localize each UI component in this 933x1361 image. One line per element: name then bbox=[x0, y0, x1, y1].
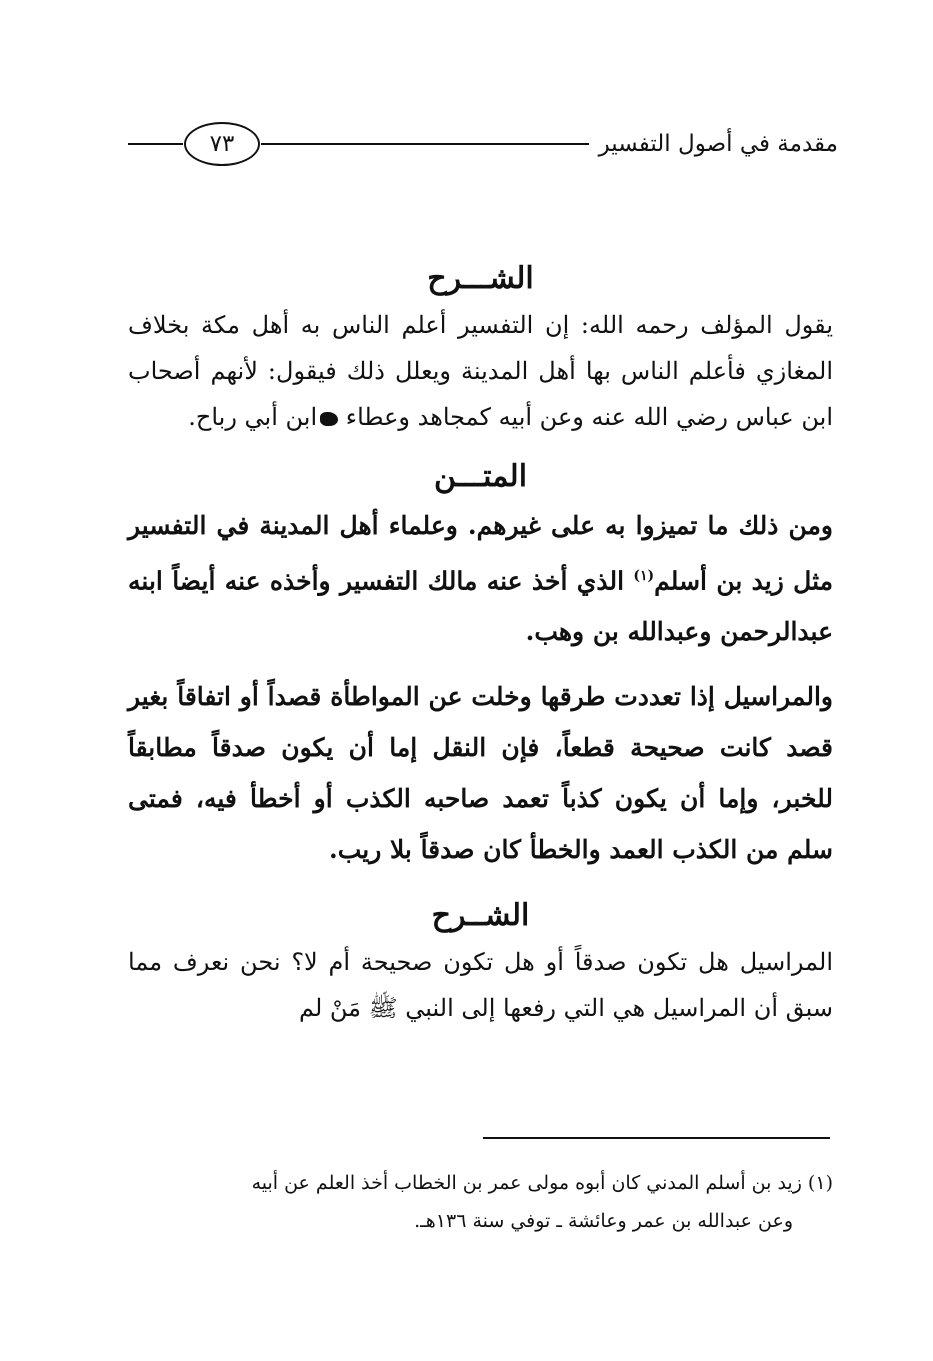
section-heading-sharh-2: الشــرح bbox=[431, 898, 530, 934]
header-rule bbox=[261, 143, 589, 145]
sharh-paragraph-2: المراسيل هل تكون صدقاً أو هل تكون صحيحة أم لا؟ نحن نعرف مما سبق أن المراسيل هي التي رفعها إلى النبي ﷺ مَنْ لم bbox=[128, 948, 833, 1023]
matn-paragraph bbox=[128, 500, 833, 657]
matn-text-cont: الذي أخذ عنه مالك التفسير وأخذه عنه أيضاً ابنه عبدالرحمن وعبدالله بن وهب. bbox=[128, 566, 833, 647]
book-title: مقدمة في أصول التفسير bbox=[598, 131, 838, 157]
sharh-text: يقول المؤلف رحمه الله: إن التفسير أعلم الناس به أهل مكة بخلاف المغازي فأعلم الناس بها أهل المدينة ويعلل ذلك فيقول: لأنهم أصحاب ابن عباس رضي الله عنه وعن أبيه كمجاهد وعطاء bbox=[128, 311, 833, 431]
page-number: ٧٣ bbox=[184, 122, 260, 166]
matn-text: ومن ذلك ما تميزوا به على غيرهم. وعلماء أهل المدينة في التفسير مثل زيد بن أسلم bbox=[128, 511, 834, 596]
footnote-separator bbox=[483, 1137, 830, 1139]
section-heading-matn: المتـــن bbox=[433, 459, 528, 494]
header-rule-left bbox=[128, 143, 183, 145]
matn-paragraph-2: والمراسيل إذا تعددت طرقها وخلت عن المواطأة قصداً أو اتفاقاً بغير قصد كانت صحيحة قطعاً، فإن النقل إما أن يكون صدقاً مطابقاً للخبر، وإما أن يكون كذباً تعمد صاحبه الكذب أو أخطأ فيه، فمتى سلم من الكذب العمد والخطأ كان صدقاً بلا ريب. bbox=[128, 682, 833, 865]
footnote-line-2: وعن عبدالله بن عمر وعائشة ـ توفي سنة ١٣٦هـ. bbox=[414, 1210, 793, 1232]
page-header bbox=[128, 118, 838, 170]
footnote-ref: (١) bbox=[633, 568, 655, 584]
honorific-seal-icon bbox=[320, 412, 338, 426]
page-body bbox=[128, 256, 833, 1031]
sharh-paragraph bbox=[128, 302, 833, 440]
sharh-text-end: ابن أبي رباح. bbox=[188, 403, 318, 431]
footnote-line-1: (١) زيد بن أسلم المدني كان أبوه مولى عمر بن الخطاب أخذ العلم عن أبيه bbox=[251, 1172, 833, 1194]
section-heading-sharh: الشـــرح bbox=[427, 261, 534, 296]
footnote bbox=[128, 1164, 833, 1240]
